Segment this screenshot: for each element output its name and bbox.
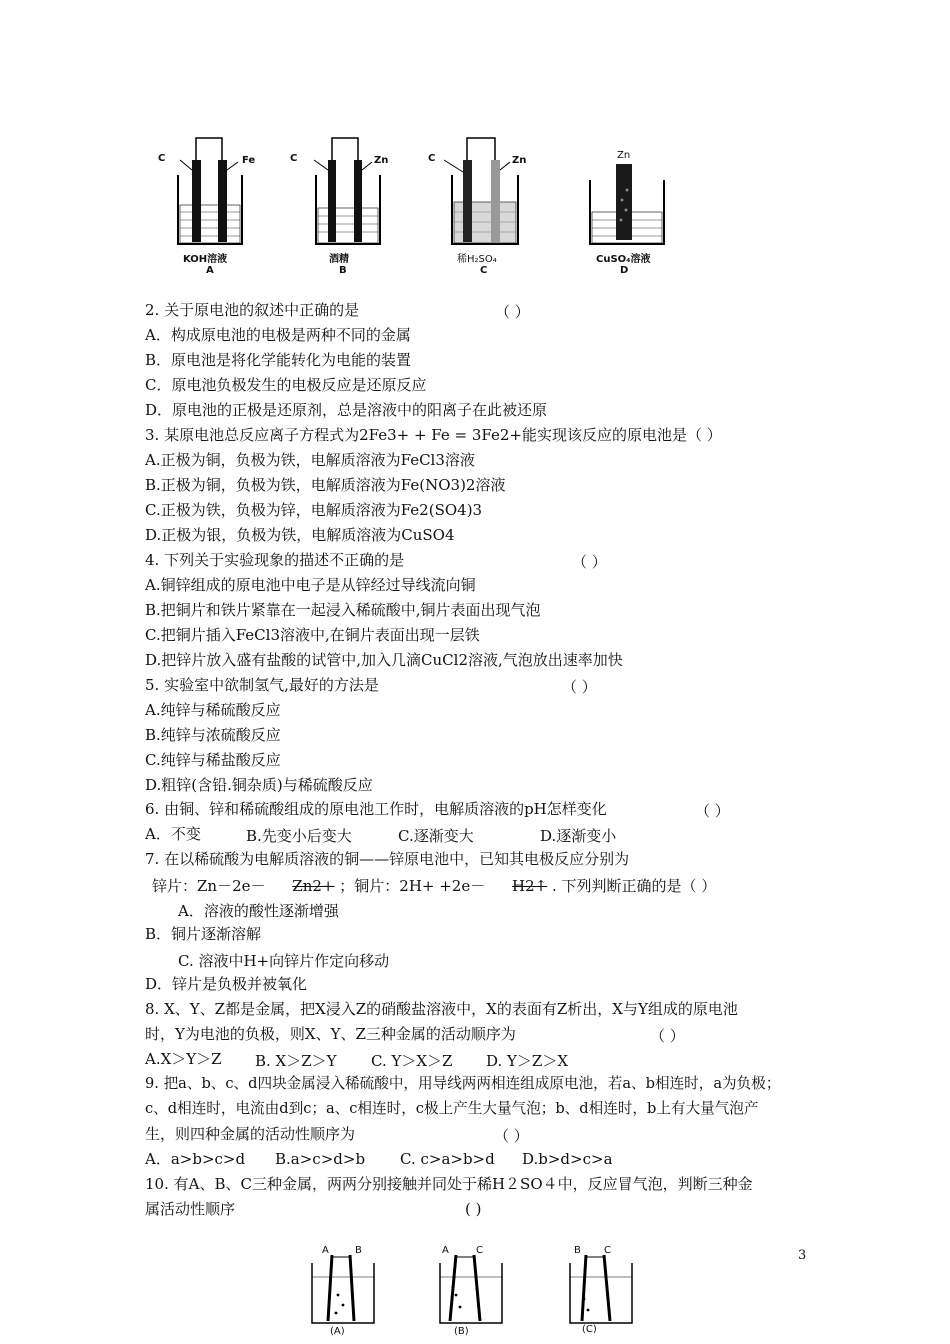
metal-label: A (322, 1245, 329, 1256)
option-d: D. Y＞Z＞X (486, 1052, 569, 1070)
option-c: C.正极为铁，负极为锌，电解质溶液为Fe2(SO4)3 (145, 501, 483, 519)
question-stem-line2: 属活动性顺序 (145, 1200, 236, 1218)
solution-label: KOH溶液 (183, 254, 228, 265)
zinc-product-struck: Zn2+ (292, 877, 335, 895)
answer-blank: （ ） (695, 802, 730, 820)
option-b: B. X＞Z＞Y (255, 1052, 337, 1070)
beaker-ab-diagram (308, 1255, 378, 1330)
option-a: A.X＞Y＞Z (145, 1050, 222, 1068)
beaker-d-diagram (582, 160, 672, 250)
option-d: D.粗锌(含铅.铜杂质)与稀硫酸反应 (145, 776, 373, 794)
option-b: B.把铜片和铁片紧靠在一起浸入稀硫酸中,铜片表面出现气泡 (145, 601, 541, 619)
answer-blank: （ ） (562, 678, 597, 696)
option-a: A．构成原电池的电极是两种不同的金属 (145, 326, 411, 344)
option-b: B.先变小后变大 (246, 827, 352, 845)
question-stem-line3: 生，则四种金属的活动性顺序为 (145, 1125, 356, 1143)
question-stem-line1: 10. 有A、B、C三种金属，两两分别接触并同处于稀H２SO４中，反应冒气泡，判断三种金 (145, 1175, 753, 1193)
figure-caption: (A) (330, 1326, 345, 1337)
electrode-label: C (428, 153, 436, 164)
beaker-bc-diagram (566, 1255, 636, 1330)
question-stem: 6. 由铜、锌和稀硫酸组成的原电池工作时，电解质溶液的pH怎样变化 (145, 800, 607, 818)
electrode-label: Fe (242, 155, 256, 166)
figure-letter: D (620, 265, 629, 276)
answer-blank: （ ） (495, 303, 530, 321)
option-b: B．原电池是将化学能转化为电能的装置 (145, 351, 412, 369)
zinc-equation: 锌片：Zn－2e－ (152, 877, 266, 895)
question-stem-line1: 8. X、Y、Z都是金属，把X浸入Z的硝酸盐溶液中，X的表面有Z析出，X与Y组成的原电池 (145, 1000, 738, 1018)
metal-label: C (604, 1245, 611, 1256)
beaker-a-diagram (170, 130, 250, 250)
option-c: C.逐渐变大 (398, 827, 474, 845)
option-a: A.铜锌组成的原电池中电子是从锌经过导线流向铜 (145, 576, 476, 594)
option-b: B．铜片逐渐溶解 (145, 925, 262, 943)
copper-product-struck: H2↑ (512, 877, 548, 895)
electrode-label: C (290, 153, 298, 164)
option-b: B.纯锌与浓硫酸反应 (145, 726, 281, 744)
electrode-label: Zn (617, 150, 631, 161)
option-a: A.纯锌与稀硫酸反应 (145, 701, 281, 719)
electrode-label: C (158, 153, 166, 164)
answer-blank: ( ) (465, 1200, 482, 1218)
metal-label: A (442, 1245, 449, 1256)
figure-caption: (C) (582, 1324, 597, 1335)
electrode-label: Zn (374, 155, 389, 166)
option-b: B.正极为铜，负极为铁，电解质溶液为Fe(NO3)2溶液 (145, 476, 506, 494)
page-number: 3 (798, 1248, 807, 1263)
beaker-ac-diagram (436, 1255, 506, 1330)
figure-letter: A (206, 265, 214, 276)
beaker-c-diagram (446, 130, 526, 250)
question-stem: 5. 实验室中欲制氢气,最好的方法是 (145, 676, 379, 694)
option-a: A．a>b>c>d (145, 1150, 246, 1168)
option-c: C．原电池负极发生的电极反应是还原反应 (145, 376, 427, 394)
option-d: D.把锌片放入盛有盐酸的试管中,加入几滴CuCl2溶液,气泡放出速率加快 (145, 651, 623, 669)
metal-label: B (355, 1245, 362, 1256)
option-c: C. 溶液中H+向锌片作定向移动 (178, 952, 390, 970)
solution-label: CuSO₄溶液 (596, 254, 651, 265)
answer-blank: （ ） (650, 1027, 685, 1045)
figure-caption: (B) (454, 1326, 469, 1337)
question-stem: 3. 某原电池总反应离子方程式为2Fe3+ + Fe = 3Fe2+能实现该反应的原电池是（ ） (145, 426, 722, 444)
zinc-half-reaction (152, 875, 716, 896)
option-c: C.纯锌与稀盐酸反应 (145, 751, 281, 769)
answer-blank: （ ） (572, 553, 607, 571)
option-d: D.逐渐变小 (540, 827, 617, 845)
beaker-b-diagram (308, 130, 388, 250)
option-b: B.a>c>d>b (275, 1150, 366, 1168)
answer-blank: （ ） (494, 1127, 529, 1145)
option-c: C.把铜片插入FeCl3溶液中,在铜片表面出现一层铁 (145, 626, 480, 644)
option-d: D．原电池的正极是还原剂，总是溶液中的阳离子在此被还原 (145, 401, 548, 419)
question-stem-line2: c、d相连时，电流由d到c；a、c相连时，c极上产生大量气泡；b、d相连时，b上有大量气泡产 (145, 1100, 759, 1117)
option-d: D.b>d>c>a (522, 1150, 613, 1168)
option-d: D．锌片是负极并被氧化 (145, 975, 308, 993)
electrode-label: Zn (512, 155, 527, 166)
question-stem-line1: 9. 把a、b、c、d四块金属浸入稀硫酸中，用导线两两相连组成原电池，若a、b相连时，a为负极； (145, 1075, 781, 1092)
copper-equation: ；铜片：2H+ +2e－ (339, 877, 486, 895)
option-a: A．溶液的酸性逐渐增强 (178, 902, 339, 920)
question-stem: 4. 下列关于实验现象的描述不正确的是 (145, 551, 405, 569)
metal-label: C (476, 1245, 483, 1256)
solution-label: 稀H₂SO₄ (457, 254, 497, 265)
option-a: A.正极为铜，负极为铁，电解质溶液为FeCl3溶液 (145, 451, 475, 469)
question-stem: 7. 在以稀硫酸为电解质溶液的铜——锌原电池中，已知其电极反应分别为 (145, 850, 630, 868)
question-tail: . 下列判断正确的是（ ） (552, 877, 717, 895)
option-c: C. Y＞X＞Z (371, 1052, 453, 1070)
figure-letter: C (480, 265, 488, 276)
question-stem-line2: 时，Y为电池的负极，则X、Y、Z三种金属的活动顺序为 (145, 1025, 516, 1043)
option-c: C. c>a>b>d (400, 1150, 495, 1168)
question-stem: 2. 关于原电池的叙述中正确的是 (145, 301, 360, 319)
solution-label: 酒精 (329, 254, 349, 265)
figure-letter: B (339, 265, 347, 276)
option-d: D.正极为银，负极为铁，电解质溶液为CuSO4 (145, 526, 455, 544)
option-a: A．不变 (145, 825, 201, 843)
metal-label: B (574, 1245, 581, 1256)
